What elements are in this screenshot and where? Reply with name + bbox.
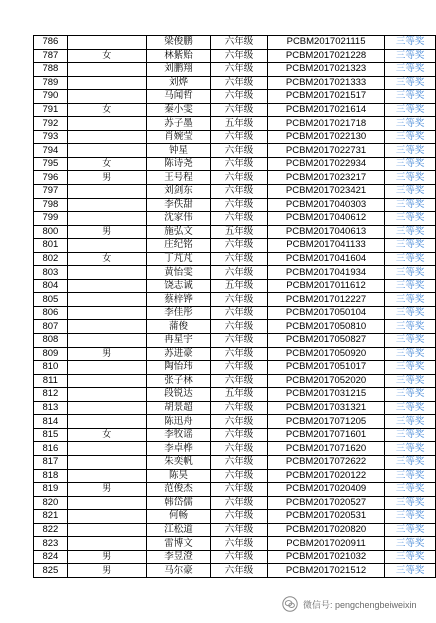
- row-grade: 六年级: [211, 49, 268, 63]
- row-code: PCBM2017041604: [267, 252, 384, 266]
- row-award: 三等奖: [385, 279, 436, 293]
- row-gender: [67, 144, 146, 158]
- row-code: PCBM2017071601: [267, 428, 384, 442]
- row-name: 秦小雯: [146, 103, 210, 117]
- row-name: 段锐达: [146, 388, 210, 402]
- row-gender: [67, 239, 146, 253]
- row-code: PCBM2017052020: [267, 374, 384, 388]
- table-row: [34, 415, 436, 429]
- row-award: 三等奖: [385, 103, 436, 117]
- row-code: PCBM2017021718: [267, 117, 384, 131]
- table-row: [34, 455, 436, 469]
- row-name: 江松道: [146, 523, 210, 537]
- row-gender: [67, 117, 146, 131]
- row-name: 李佚甜: [146, 198, 210, 212]
- row-grade: 六年级: [211, 523, 268, 537]
- row-gender: [67, 279, 146, 293]
- table-row: [34, 347, 436, 361]
- table-row: [34, 374, 436, 388]
- row-number: 811: [34, 374, 68, 388]
- table-row: [34, 117, 436, 131]
- row-grade: 六年级: [211, 334, 268, 348]
- row-number: 808: [34, 334, 68, 348]
- row-name: 马闻哲: [146, 90, 210, 104]
- row-gender: [67, 130, 146, 144]
- row-number: 809: [34, 347, 68, 361]
- row-code: PCBM2017040612: [267, 212, 384, 226]
- row-grade: 六年级: [211, 266, 268, 280]
- row-code: PCBM2017020911: [267, 537, 384, 551]
- row-code: PCBM2017022934: [267, 157, 384, 171]
- table-row: [34, 49, 436, 63]
- row-number: 802: [34, 252, 68, 266]
- row-grade: 六年级: [211, 185, 268, 199]
- row-code: PCBM2017020409: [267, 483, 384, 497]
- row-gender: [67, 455, 146, 469]
- row-code: PCBM2017040613: [267, 225, 384, 239]
- row-number: 791: [34, 103, 68, 117]
- table-row: [34, 266, 436, 280]
- row-award: 三等奖: [385, 537, 436, 551]
- row-number: 793: [34, 130, 68, 144]
- row-number: 799: [34, 212, 68, 226]
- row-gender: 男: [67, 347, 146, 361]
- row-name: 李牧谣: [146, 428, 210, 442]
- row-grade: 六年级: [211, 428, 268, 442]
- row-gender: [67, 198, 146, 212]
- row-award: 三等奖: [385, 442, 436, 456]
- row-grade: 六年级: [211, 252, 268, 266]
- table-row: [34, 293, 436, 307]
- row-gender: [67, 212, 146, 226]
- row-number: 786: [34, 36, 68, 50]
- row-number: 815: [34, 428, 68, 442]
- table-row: [34, 320, 436, 334]
- row-name: 苏进豪: [146, 347, 210, 361]
- row-grade: 五年级: [211, 279, 268, 293]
- row-number: 814: [34, 415, 68, 429]
- row-code: PCBM2017021517: [267, 90, 384, 104]
- row-name: 胡景超: [146, 401, 210, 415]
- row-name: 沈家伟: [146, 212, 210, 226]
- row-grade: 六年级: [211, 171, 268, 185]
- row-gender: [67, 63, 146, 77]
- table-row: [34, 279, 436, 293]
- row-code: PCBM2017051017: [267, 361, 384, 375]
- row-name: 陈昊: [146, 469, 210, 483]
- row-gender: [67, 523, 146, 537]
- row-number: 792: [34, 117, 68, 131]
- row-code: PCBM2017021333: [267, 76, 384, 90]
- row-name: 陈迅舟: [146, 415, 210, 429]
- row-grade: 六年级: [211, 537, 268, 551]
- row-gender: [67, 496, 146, 510]
- row-award: 三等奖: [385, 550, 436, 564]
- row-grade: 六年级: [211, 361, 268, 375]
- table-row: [34, 130, 436, 144]
- row-award: 三等奖: [385, 334, 436, 348]
- table-row: [34, 225, 436, 239]
- row-name: 王号程: [146, 171, 210, 185]
- row-award: 三等奖: [385, 469, 436, 483]
- row-gender: [67, 415, 146, 429]
- row-code: PCBM2017021614: [267, 103, 384, 117]
- row-grade: 六年级: [211, 157, 268, 171]
- table-row: [34, 63, 436, 77]
- row-gender: [67, 293, 146, 307]
- row-gender: [67, 306, 146, 320]
- row-gender: 女: [67, 49, 146, 63]
- row-name: 雷博文: [146, 537, 210, 551]
- row-number: 790: [34, 90, 68, 104]
- row-award: 三等奖: [385, 144, 436, 158]
- row-grade: 六年级: [211, 103, 268, 117]
- row-number: 821: [34, 510, 68, 524]
- row-grade: 六年级: [211, 550, 268, 564]
- row-grade: 六年级: [211, 320, 268, 334]
- table-row: [34, 564, 436, 578]
- table-row: [34, 334, 436, 348]
- row-code: PCBM2017041934: [267, 266, 384, 280]
- row-gender: 男: [67, 564, 146, 578]
- row-name: 施弘文: [146, 225, 210, 239]
- row-code: PCBM2017011612: [267, 279, 384, 293]
- row-code: PCBM2017031321: [267, 401, 384, 415]
- row-name: 钟星: [146, 144, 210, 158]
- row-name: 李佳彤: [146, 306, 210, 320]
- row-name: 何畅: [146, 510, 210, 524]
- row-name: 陶怡玮: [146, 361, 210, 375]
- row-gender: 女: [67, 157, 146, 171]
- row-name: 黄怡雯: [146, 266, 210, 280]
- table-row: [34, 361, 436, 375]
- row-name: 蔡梓铧: [146, 293, 210, 307]
- row-code: PCBM2017021323: [267, 63, 384, 77]
- row-award: 三等奖: [385, 36, 436, 50]
- row-award: 三等奖: [385, 185, 436, 199]
- row-name: 苏子墨: [146, 117, 210, 131]
- row-grade: 六年级: [211, 36, 268, 50]
- award-list-table: [33, 35, 436, 578]
- row-code: PCBM2017020122: [267, 469, 384, 483]
- row-gender: [67, 90, 146, 104]
- table-row: [34, 185, 436, 199]
- row-code: PCBM2017050104: [267, 306, 384, 320]
- row-number: 812: [34, 388, 68, 402]
- row-gender: 女: [67, 252, 146, 266]
- row-grade: 六年级: [211, 90, 268, 104]
- row-number: 822: [34, 523, 68, 537]
- row-award: 三等奖: [385, 117, 436, 131]
- row-award: 三等奖: [385, 90, 436, 104]
- row-name: 饶志诚: [146, 279, 210, 293]
- row-award: 三等奖: [385, 212, 436, 226]
- row-award: 三等奖: [385, 374, 436, 388]
- row-name: 丁芃芃: [146, 252, 210, 266]
- row-grade: 六年级: [211, 239, 268, 253]
- award-list-body: [34, 36, 436, 578]
- row-award: 三等奖: [385, 388, 436, 402]
- row-award: 三等奖: [385, 510, 436, 524]
- row-code: PCBM2017020527: [267, 496, 384, 510]
- row-award: 三等奖: [385, 225, 436, 239]
- row-gender: [67, 185, 146, 199]
- row-name: 韩岱儒: [146, 496, 210, 510]
- row-gender: 男: [67, 483, 146, 497]
- row-gender: [67, 442, 146, 456]
- row-code: PCBM2017023421: [267, 185, 384, 199]
- wechat-icon: [282, 596, 298, 612]
- row-code: PCBM2017041133: [267, 239, 384, 253]
- row-grade: 六年级: [211, 483, 268, 497]
- table-row: [34, 171, 436, 185]
- row-gender: 男: [67, 171, 146, 185]
- table-row: [34, 388, 436, 402]
- table-row: [34, 36, 436, 50]
- row-grade: 六年级: [211, 293, 268, 307]
- watermark-text: 微信号: pengchengbeiweixin: [303, 599, 417, 610]
- row-code: PCBM2017021512: [267, 564, 384, 578]
- row-number: 794: [34, 144, 68, 158]
- table-row: [34, 306, 436, 320]
- row-gender: 男: [67, 550, 146, 564]
- row-code: PCBM2017022731: [267, 144, 384, 158]
- row-gender: 女: [67, 428, 146, 442]
- table-row: [34, 442, 436, 456]
- row-grade: 六年级: [211, 144, 268, 158]
- row-grade: 六年级: [211, 510, 268, 524]
- row-award: 三等奖: [385, 347, 436, 361]
- row-gender: 男: [67, 225, 146, 239]
- row-gender: [67, 388, 146, 402]
- row-name: 李卓桦: [146, 442, 210, 456]
- row-award: 三等奖: [385, 171, 436, 185]
- row-grade: 六年级: [211, 442, 268, 456]
- row-name: 李昱澄: [146, 550, 210, 564]
- row-grade: 六年级: [211, 306, 268, 320]
- row-award: 三等奖: [385, 76, 436, 90]
- table-row: [34, 537, 436, 551]
- row-award: 三等奖: [385, 483, 436, 497]
- row-number: 823: [34, 537, 68, 551]
- row-number: 824: [34, 550, 68, 564]
- row-number: 803: [34, 266, 68, 280]
- row-number: 788: [34, 63, 68, 77]
- row-number: 819: [34, 483, 68, 497]
- row-award: 三等奖: [385, 266, 436, 280]
- table-row: [34, 401, 436, 415]
- row-award: 三等奖: [385, 496, 436, 510]
- row-name: 张子林: [146, 374, 210, 388]
- row-gender: [67, 36, 146, 50]
- row-number: 820: [34, 496, 68, 510]
- row-gender: [67, 469, 146, 483]
- table-row: [34, 510, 436, 524]
- row-gender: [67, 361, 146, 375]
- row-name: 朱奕帆: [146, 455, 210, 469]
- row-code: PCBM2017050920: [267, 347, 384, 361]
- row-code: PCBM2017071205: [267, 415, 384, 429]
- table-row: [34, 144, 436, 158]
- row-name: 梁俊鹏: [146, 36, 210, 50]
- row-grade: 六年级: [211, 347, 268, 361]
- row-code: PCBM2017021228: [267, 49, 384, 63]
- row-code: PCBM2017012227: [267, 293, 384, 307]
- row-gender: [67, 76, 146, 90]
- row-number: 806: [34, 306, 68, 320]
- row-grade: 六年级: [211, 130, 268, 144]
- row-code: PCBM2017023217: [267, 171, 384, 185]
- row-number: 810: [34, 361, 68, 375]
- table-row: [34, 483, 436, 497]
- row-number: 804: [34, 279, 68, 293]
- table-row: [34, 496, 436, 510]
- row-award: 三等奖: [385, 198, 436, 212]
- row-award: 三等奖: [385, 428, 436, 442]
- row-award: 三等奖: [385, 361, 436, 375]
- row-grade: 六年级: [211, 496, 268, 510]
- row-code: PCBM2017021032: [267, 550, 384, 564]
- row-number: 789: [34, 76, 68, 90]
- row-grade: 六年级: [211, 212, 268, 226]
- row-grade: 六年级: [211, 63, 268, 77]
- row-code: PCBM2017020820: [267, 523, 384, 537]
- row-award: 三等奖: [385, 63, 436, 77]
- row-name: 陈诗尧: [146, 157, 210, 171]
- row-grade: 六年级: [211, 455, 268, 469]
- row-number: 787: [34, 49, 68, 63]
- table-row: [34, 157, 436, 171]
- row-gender: [67, 510, 146, 524]
- table-row: [34, 76, 436, 90]
- row-award: 三等奖: [385, 415, 436, 429]
- row-code: PCBM2017050810: [267, 320, 384, 334]
- row-code: PCBM2017021115: [267, 36, 384, 50]
- row-award: 三等奖: [385, 320, 436, 334]
- row-award: 三等奖: [385, 252, 436, 266]
- row-award: 三等奖: [385, 564, 436, 578]
- row-name: 肖婉莹: [146, 130, 210, 144]
- row-code: PCBM2017031215: [267, 388, 384, 402]
- row-number: 818: [34, 469, 68, 483]
- row-grade: 五年级: [211, 388, 268, 402]
- row-name: 刘烨: [146, 76, 210, 90]
- row-award: 三等奖: [385, 455, 436, 469]
- row-code: PCBM2017022130: [267, 130, 384, 144]
- row-award: 三等奖: [385, 401, 436, 415]
- row-name: 林紫贻: [146, 49, 210, 63]
- table-row: [34, 212, 436, 226]
- row-number: 805: [34, 293, 68, 307]
- row-grade: 六年级: [211, 401, 268, 415]
- row-grade: 六年级: [211, 564, 268, 578]
- table-row: [34, 239, 436, 253]
- row-number: 800: [34, 225, 68, 239]
- row-grade: 六年级: [211, 76, 268, 90]
- row-name: 马尔豪: [146, 564, 210, 578]
- row-award: 三等奖: [385, 523, 436, 537]
- row-award: 三等奖: [385, 239, 436, 253]
- row-grade: 六年级: [211, 198, 268, 212]
- table-row: [34, 103, 436, 117]
- row-gender: [67, 537, 146, 551]
- row-grade: 六年级: [211, 374, 268, 388]
- row-number: 795: [34, 157, 68, 171]
- row-number: 807: [34, 320, 68, 334]
- row-gender: [67, 334, 146, 348]
- row-award: 三等奖: [385, 293, 436, 307]
- row-number: 796: [34, 171, 68, 185]
- watermark: [282, 596, 417, 612]
- row-award: 三等奖: [385, 306, 436, 320]
- row-grade: 六年级: [211, 415, 268, 429]
- row-code: PCBM2017072622: [267, 455, 384, 469]
- row-grade: 五年级: [211, 117, 268, 131]
- row-gender: 女: [67, 103, 146, 117]
- row-number: 825: [34, 564, 68, 578]
- row-code: PCBM2017040303: [267, 198, 384, 212]
- table-row: [34, 198, 436, 212]
- row-name: 冉星宇: [146, 334, 210, 348]
- row-gender: [67, 320, 146, 334]
- row-name: 刘剑东: [146, 185, 210, 199]
- row-code: PCBM2017050827: [267, 334, 384, 348]
- table-row: [34, 469, 436, 483]
- table-row: [34, 428, 436, 442]
- row-number: 813: [34, 401, 68, 415]
- row-name: 刘鹏翔: [146, 63, 210, 77]
- row-name: 蒲俊: [146, 320, 210, 334]
- row-number: 801: [34, 239, 68, 253]
- row-number: 816: [34, 442, 68, 456]
- row-number: 817: [34, 455, 68, 469]
- row-award: 三等奖: [385, 49, 436, 63]
- row-gender: [67, 266, 146, 280]
- row-code: PCBM2017020531: [267, 510, 384, 524]
- row-number: 797: [34, 185, 68, 199]
- row-award: 三等奖: [385, 130, 436, 144]
- table-row: [34, 252, 436, 266]
- row-award: 三等奖: [385, 157, 436, 171]
- row-name: 范俊杰: [146, 483, 210, 497]
- row-gender: [67, 374, 146, 388]
- row-name: 庄纪铭: [146, 239, 210, 253]
- row-gender: [67, 401, 146, 415]
- table-row: [34, 550, 436, 564]
- row-number: 798: [34, 198, 68, 212]
- row-code: PCBM2017071620: [267, 442, 384, 456]
- table-row: [34, 523, 436, 537]
- table-row: [34, 90, 436, 104]
- row-grade: 六年级: [211, 469, 268, 483]
- row-grade: 五年级: [211, 225, 268, 239]
